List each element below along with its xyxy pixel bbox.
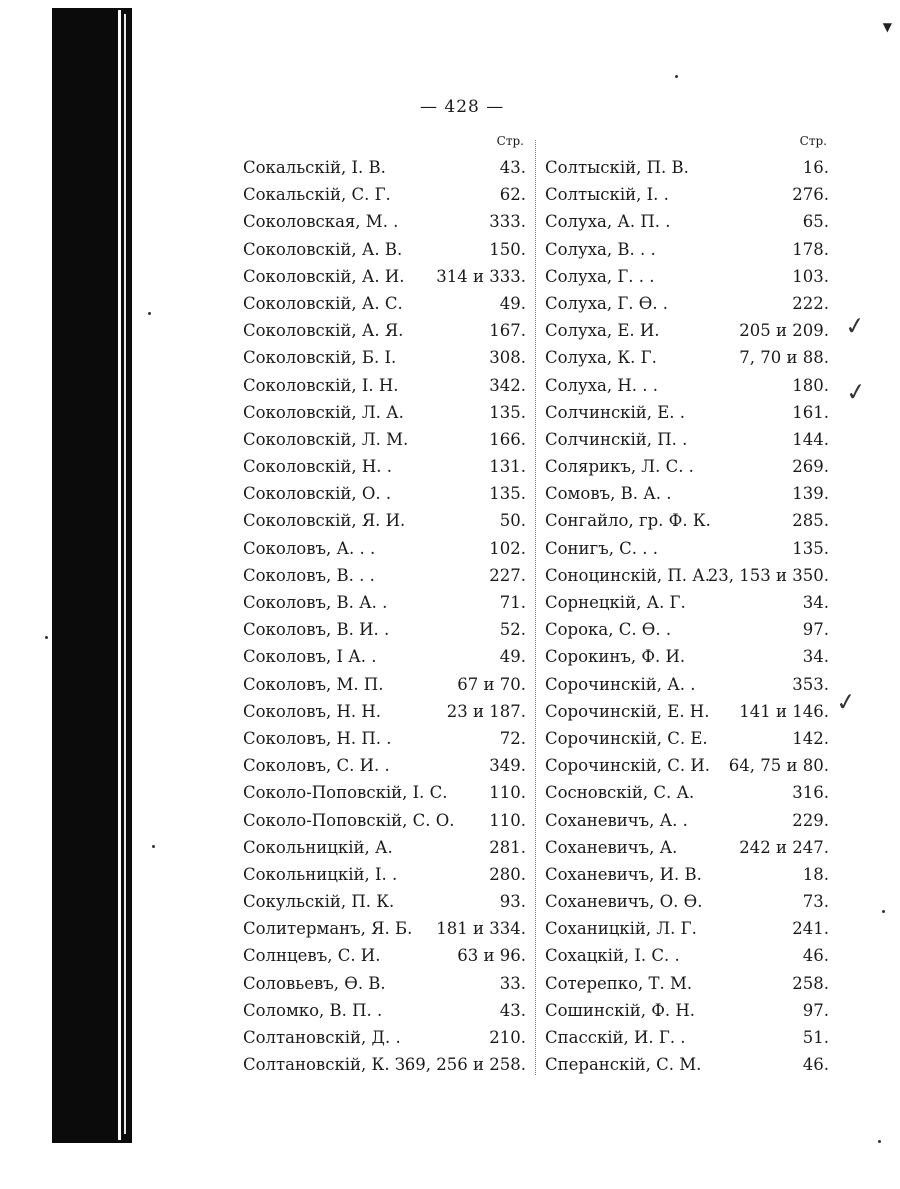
entry-name: Сосновскій, С. А. (545, 783, 695, 803)
index-entry (545, 589, 829, 616)
entry-name: Соломко, В. П. . (243, 1000, 383, 1020)
paper-speck (45, 636, 48, 639)
entry-pages: 178. (792, 239, 829, 259)
entry-name: Соколовъ, В. . . (243, 565, 375, 585)
entry-pages: 131. (489, 457, 526, 477)
entry-pages: 308. (489, 348, 526, 368)
entry-name: Соколовъ, І А. . (243, 647, 377, 667)
entry-name: Соколовскій, О. . (243, 484, 392, 504)
entry-name: Солчинскій, Е. . (545, 402, 686, 422)
entry-name: Соколовъ, Н. П. . (243, 728, 392, 748)
entry-name: Сонгайло, гр. Ф. К. (545, 511, 711, 531)
handwritten-check-icon: ✓ (843, 310, 867, 342)
index-entry (545, 1024, 829, 1051)
index-entry (243, 399, 526, 426)
index-entry (545, 535, 829, 562)
binding-edge-line-inner (124, 14, 126, 1134)
entry-name: Солтыскій, П. В. (545, 158, 689, 177)
entry-pages: 62. (499, 185, 526, 205)
index-entry (243, 507, 526, 534)
entry-pages: 333. (489, 212, 526, 232)
index-entry (545, 970, 829, 997)
index-entry (545, 263, 829, 290)
entry-pages: 258. (792, 973, 829, 993)
entry-pages: 46. (802, 1055, 829, 1075)
index-entry (243, 888, 526, 915)
index-entry (243, 970, 526, 997)
entry-name: Сокульскій, П. К. (243, 892, 395, 912)
entry-pages: 34. (802, 593, 829, 612)
entry-pages: 181 и 334. (436, 919, 526, 939)
index-entry (545, 725, 829, 752)
index-entry (243, 1024, 526, 1051)
entry-pages: 49. (499, 647, 526, 667)
entry-pages: 229. (792, 810, 829, 830)
paper-speck (878, 1140, 881, 1143)
entry-pages: 110. (489, 783, 526, 803)
index-entry (545, 317, 829, 344)
entry-pages: 65. (802, 212, 829, 232)
entry-list-right (545, 154, 829, 1078)
index-entry (545, 915, 829, 942)
entry-pages: 7, 70 и 88. (739, 348, 829, 368)
index-entry (243, 535, 526, 562)
entry-name: Сорочинскій, А. . (545, 674, 696, 694)
entry-name: Солтановскій, Д. . (243, 1028, 401, 1047)
entry-name: Солитерманъ, Я. Б. (243, 919, 413, 939)
entry-pages: 280. (489, 864, 526, 884)
entry-name: Сомовъ, В. А. . (545, 484, 672, 504)
entry-pages: 71. (499, 593, 526, 612)
index-entry (545, 807, 829, 834)
index-entry (243, 779, 526, 806)
entry-pages: 316. (792, 783, 829, 803)
index-entry (545, 236, 829, 263)
entry-pages: 210. (489, 1028, 526, 1047)
index-entry (545, 752, 829, 779)
index-entry (243, 915, 526, 942)
entry-name: Сохацкій, І. С. . (545, 946, 680, 966)
entry-name: Солуха, К. Г. (545, 348, 657, 368)
entry-pages: 285. (792, 511, 829, 531)
index-entry (545, 480, 829, 507)
entry-name: Солтановскій, К. З. (243, 1055, 411, 1075)
entry-pages: 281. (489, 837, 526, 857)
index-entry (545, 698, 829, 725)
index-entry (243, 426, 526, 453)
entry-name: Солуха, Е. И. (545, 321, 660, 341)
index-entry (243, 725, 526, 752)
entry-name: Соханевичъ, А. (545, 837, 678, 857)
entry-pages: 18. (802, 864, 829, 884)
entry-pages: 46. (802, 946, 829, 966)
index-entry (545, 671, 829, 698)
entry-name: Сорокинъ, Ф. И. (545, 647, 686, 667)
entry-name: Соколовскій, Л. М. (243, 429, 409, 449)
entry-pages: 166. (489, 429, 526, 449)
index-entry (545, 562, 829, 589)
entry-pages: 102. (489, 538, 526, 558)
entry-pages: 227. (489, 565, 526, 585)
paper-speck (152, 845, 155, 848)
entry-pages: 167. (489, 321, 526, 341)
index-entry (243, 834, 526, 861)
entry-pages: 43. (499, 158, 526, 177)
entry-pages: 135. (792, 538, 829, 558)
entry-name: Солуха, А. П. . (545, 212, 671, 232)
entry-pages: 67 и 70. (457, 674, 526, 694)
entry-name: Соколовскій, А. Я. (243, 321, 404, 341)
index-entry (243, 1051, 526, 1078)
binding-edge-line (118, 10, 121, 1140)
entry-pages: 23 и 187. (446, 701, 526, 721)
entry-name: Сорочинскій, С. И. (545, 756, 711, 776)
entry-name: Сперанскій, С. М. (545, 1055, 702, 1075)
index-entry (243, 562, 526, 589)
entry-name: Соколовскій, А. С. (243, 293, 403, 313)
entry-name: Сорока, С. Ѳ. . (545, 620, 672, 640)
entry-name: Соколовская, М. . (243, 212, 399, 232)
index-entry (243, 208, 526, 235)
index-entry (545, 399, 829, 426)
entry-name: Соколовскій, Я. И. (243, 511, 406, 531)
entry-name: Соханевичъ, И. В. (545, 864, 702, 884)
index-entry (545, 208, 829, 235)
index-entry (243, 236, 526, 263)
index-entry (545, 779, 829, 806)
entry-name: Солуха, Г. Ѳ. . (545, 293, 669, 313)
entry-name: Сокальскій, С. Г. (243, 185, 391, 205)
entry-pages: 52. (499, 620, 526, 640)
index-entry (545, 1051, 829, 1078)
entry-name: Солнцевъ, С. И. (243, 946, 381, 966)
entry-name: Солуха, Г. . . (545, 266, 655, 286)
entry-name: Соловьевъ, Ѳ. В. (243, 973, 386, 993)
entry-name: Соколовскій, І. Н. (243, 375, 399, 395)
index-entry (243, 589, 526, 616)
entry-pages: 150. (489, 239, 526, 259)
entry-pages: 141 и 146. (739, 701, 829, 721)
entry-list-left (243, 154, 526, 1078)
index-entry (545, 643, 829, 670)
column-header-pages: Стр. (496, 134, 524, 148)
entry-pages: 97. (802, 1000, 829, 1020)
column-header-pages: Стр. (799, 134, 827, 148)
entry-pages: 16. (802, 158, 829, 177)
entry-name: Сокальскій, І. В. (243, 158, 386, 177)
index-entry (243, 997, 526, 1024)
index-entry (243, 263, 526, 290)
entry-pages: 72. (499, 728, 526, 748)
entry-name: Сонигъ, С. . . (545, 538, 659, 558)
entry-name: Соколовъ, В. И. . (243, 620, 390, 640)
entry-name: Соколовскій, А. И. (243, 266, 405, 286)
entry-pages: 276. (792, 185, 829, 205)
entry-pages: 103. (792, 266, 829, 286)
page-number: — 428 — (420, 97, 505, 117)
index-entry (545, 181, 829, 208)
entry-name: Соханевичъ, О. Ѳ. (545, 892, 703, 912)
entry-pages: 73. (802, 892, 829, 912)
entry-name: Спасскій, И. Г. . (545, 1028, 686, 1047)
index-entry (545, 888, 829, 915)
entry-pages: 180. (792, 375, 829, 395)
entry-pages: 139. (792, 484, 829, 504)
index-column-right (545, 134, 829, 1078)
entry-pages: 349. (489, 756, 526, 776)
index-entry (243, 344, 526, 371)
index-entry (243, 942, 526, 969)
entry-name: Солчинскій, П. . (545, 429, 688, 449)
paper-speck (882, 910, 885, 913)
index-entry (545, 290, 829, 317)
index-entry (545, 997, 829, 1024)
index-entry (243, 807, 526, 834)
entry-pages: 34. (802, 647, 829, 667)
entry-pages: 23, 153 и 350. (707, 565, 829, 585)
entry-pages: 63 и 96. (457, 946, 526, 966)
index-entry (243, 698, 526, 725)
index-entry (545, 616, 829, 643)
index-entry (545, 861, 829, 888)
entry-name: Соханевичъ, А. . (545, 810, 688, 830)
entry-name: Соханицкій, Л. Г. (545, 919, 697, 939)
index-column-left (243, 134, 526, 1078)
entry-pages: 64, 75 и 80. (728, 756, 829, 776)
entry-name: Соколовъ, С. И. . (243, 756, 390, 776)
entry-name: Соколовскій, Л. А. (243, 402, 404, 422)
handwritten-check-icon: ✓ (834, 686, 858, 718)
entry-name: Сошинскій, Ф. Н. (545, 1000, 696, 1020)
index-entry (243, 181, 526, 208)
index-entry (243, 671, 526, 698)
entry-pages: 314 и 333. (436, 266, 526, 286)
index-entry (243, 643, 526, 670)
entry-pages: 242 и 247. (739, 837, 829, 857)
entry-pages: 205 и 209. (739, 321, 829, 341)
entry-pages: 50. (499, 511, 526, 531)
index-entry (243, 861, 526, 888)
entry-name: Соколовскій, А. В. (243, 239, 403, 259)
entry-name: Соколовъ, В. А. . (243, 593, 388, 612)
index-entry (243, 372, 526, 399)
entry-name: Солуха, В. . . (545, 239, 656, 259)
entry-pages: 43. (499, 1000, 526, 1020)
index-entry (545, 453, 829, 480)
entry-name: Соноцинскій, П. А. (545, 565, 711, 585)
index-entry (545, 344, 829, 371)
entry-pages: 222. (792, 293, 829, 313)
entry-pages: 93. (499, 892, 526, 912)
entry-pages: 135. (489, 484, 526, 504)
index-entry (243, 616, 526, 643)
corner-mark-icon: ▼ (882, 20, 892, 34)
entry-name: Сотерепко, Т. М. (545, 973, 693, 993)
paper-speck (148, 312, 151, 315)
entry-name: Соколовъ, М. П. (243, 674, 384, 694)
entry-name: Соколовскій, Б. І. (243, 348, 397, 368)
entry-pages: 241. (792, 919, 829, 939)
index-entry (243, 480, 526, 507)
entry-name: Соколовскій, Н. . (243, 457, 392, 477)
index-entry (243, 752, 526, 779)
index-entry (545, 426, 829, 453)
index-entry (545, 154, 829, 181)
entry-name: Сорочинскій, С. Е. (545, 728, 708, 748)
entry-pages: 33. (499, 973, 526, 993)
handwritten-check-icon: ✓ (844, 376, 868, 408)
entry-pages: 161. (792, 402, 829, 422)
entry-pages: 353. (792, 674, 829, 694)
entry-name: Сокольницкій, І. . (243, 864, 398, 884)
index-entry (545, 372, 829, 399)
entry-pages: 269. (792, 457, 829, 477)
index-entry (243, 453, 526, 480)
entry-name: Солтыскій, І. . (545, 185, 669, 205)
index-entry (545, 942, 829, 969)
index-entry (545, 507, 829, 534)
entry-name: Сокольницкій, А. (243, 837, 393, 857)
entry-name: Соколо-Поповскій, І. С. (243, 783, 448, 803)
entry-name: Соколо-Поповскій, С. О. (243, 810, 455, 830)
entry-pages: 69, 256 и 258. (404, 1055, 526, 1075)
entry-pages: 342. (489, 375, 526, 395)
index-entry (243, 290, 526, 317)
entry-pages: 142. (792, 728, 829, 748)
index-entry (243, 317, 526, 344)
entry-pages: 135. (489, 402, 526, 422)
paper-speck (675, 75, 678, 78)
entry-name: Сорнецкій, А. Г. (545, 593, 686, 612)
entry-name: Соколовъ, А. . . (243, 538, 376, 558)
index-entry (243, 154, 526, 181)
entry-pages: 97. (802, 620, 829, 640)
entry-name: Солярикъ, Л. С. . (545, 457, 694, 477)
column-divider (535, 140, 536, 1075)
entry-pages: 49. (499, 293, 526, 313)
entry-name: Солуха, Н. . . (545, 375, 658, 395)
entry-name: Соколовъ, Н. Н. (243, 701, 382, 721)
entry-name: Сорочинскій, Е. Н. (545, 701, 710, 721)
entry-pages: 51. (802, 1028, 829, 1047)
entry-pages: 144. (792, 429, 829, 449)
entry-pages: 110. (489, 810, 526, 830)
index-entry (545, 834, 829, 861)
